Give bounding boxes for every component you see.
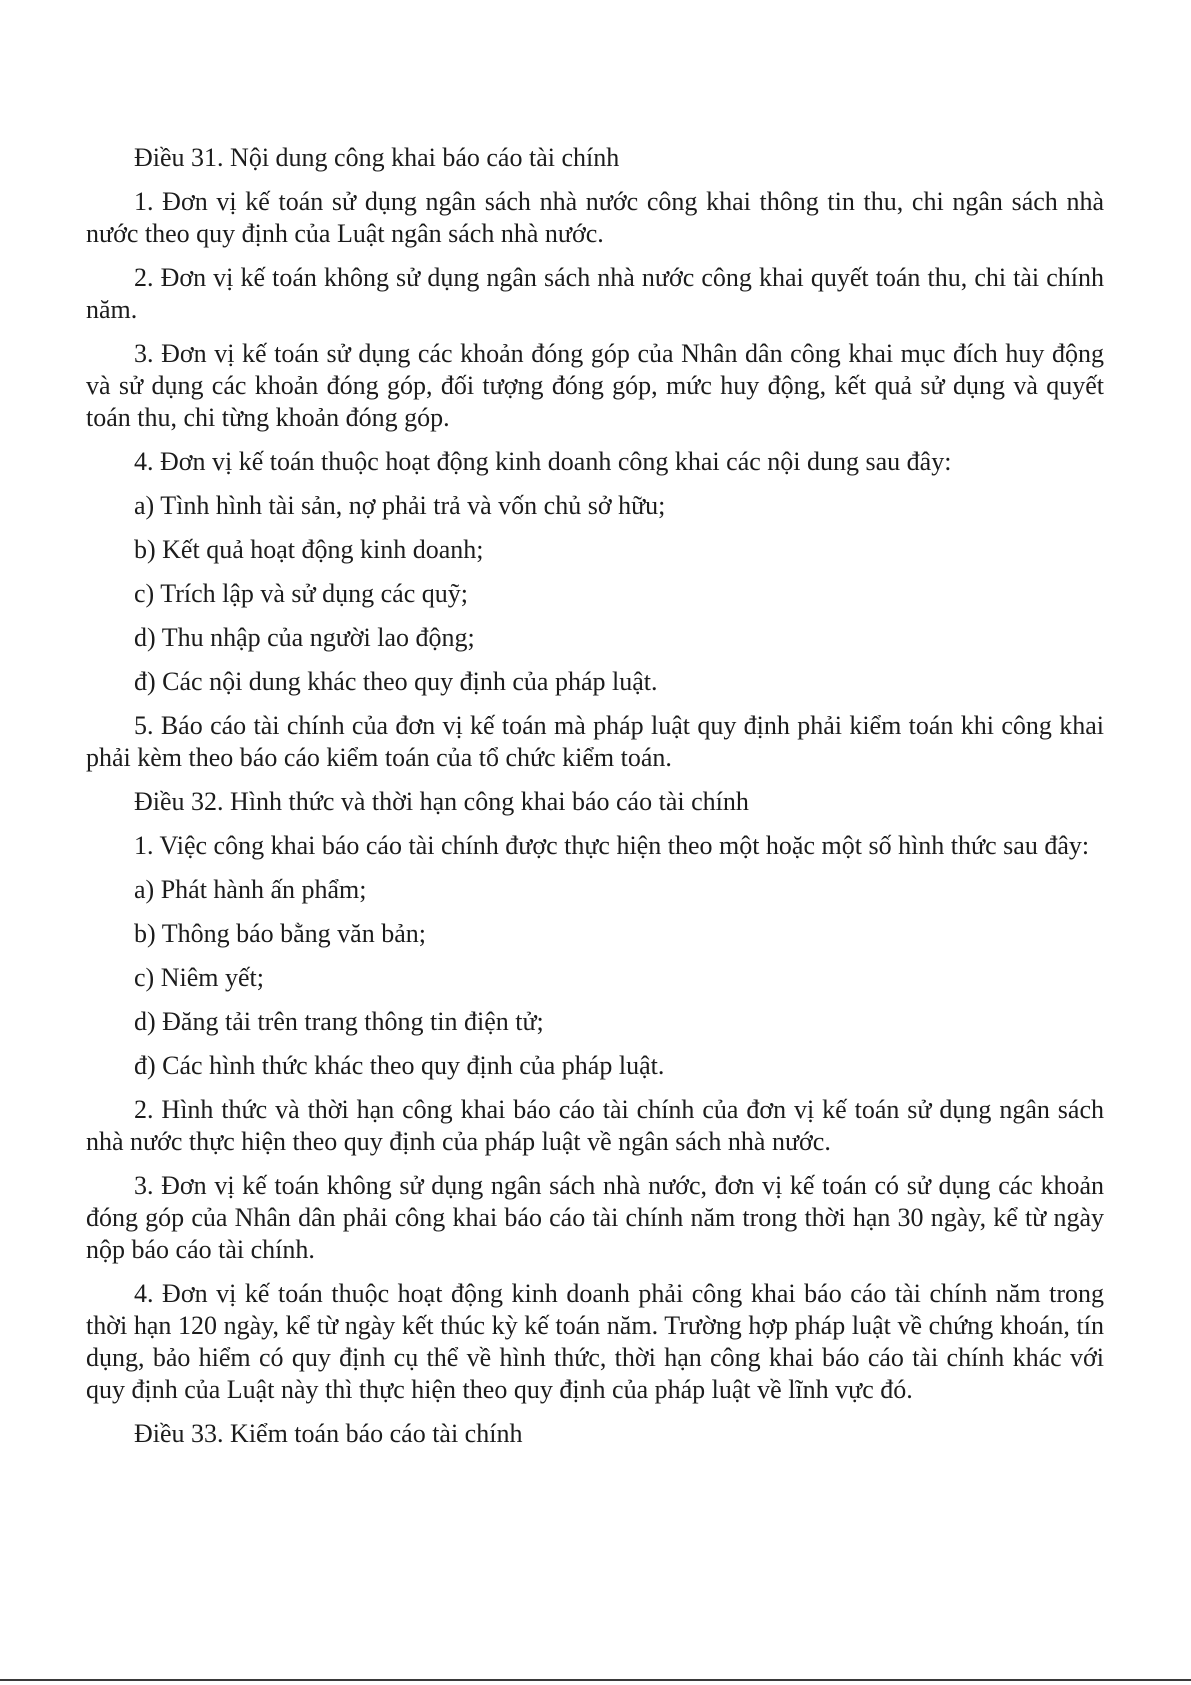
- document-body: [86, 142, 1104, 1462]
- article-32-paragraph-3: 3. Đơn vị kế toán không sử dụng ngân sách nhà nước, đơn vị kế toán có sử dụng các khoản đóng góp của Nhân dân phải công khai báo cáo tài chính năm trong thời hạn 30 ngày, kể từ ngày nộp báo cáo tài chính.: [86, 1171, 1104, 1264]
- article-31-item-b: b) Kết quả hoạt động kinh doanh;: [134, 535, 484, 564]
- article-32-paragraph-2: 2. Hình thức và thời hạn công khai báo cáo tài chính của đơn vị kế toán sử dụng ngân sách nhà nước thực hiện theo quy định của pháp luật về ngân sách nhà nước.: [86, 1095, 1104, 1156]
- article-32-item-dd: đ) Các hình thức khác theo quy định của pháp luật.: [134, 1051, 665, 1080]
- bottom-divider: [0, 1679, 1191, 1681]
- article-31-item-a: a) Tình hình tài sản, nợ phải trả và vốn chủ sở hữu;: [134, 491, 666, 520]
- article-31-paragraph-2: 2. Đơn vị kế toán không sử dụng ngân sách nhà nước công khai quyết toán thu, chi tài chính năm.: [86, 263, 1104, 324]
- article-31-paragraph-4: 4. Đơn vị kế toán thuộc hoạt động kinh doanh công khai các nội dung sau đây:: [134, 447, 952, 476]
- article-32-paragraph-1: 1. Việc công khai báo cáo tài chính được thực hiện theo một hoặc một số hình thức sau đây:: [134, 831, 1090, 860]
- article-32-item-b: b) Thông báo bằng văn bản;: [134, 919, 426, 948]
- article-31-item-c: c) Trích lập và sử dụng các quỹ;: [134, 579, 468, 608]
- article-32-item-d: d) Đăng tải trên trang thông tin điện tử;: [134, 1007, 544, 1036]
- article-31-item-d: d) Thu nhập của người lao động;: [134, 623, 475, 652]
- article-32-item-a: a) Phát hành ấn phẩm;: [134, 875, 367, 904]
- article-31-paragraph-5: 5. Báo cáo tài chính của đơn vị kế toán mà pháp luật quy định phải kiểm toán khi công khai phải kèm theo báo cáo kiểm toán của tổ chức kiểm toán.: [86, 711, 1104, 772]
- article-33-title: Điều 33. Kiểm toán báo cáo tài chính: [134, 1419, 523, 1448]
- article-32-paragraph-4: 4. Đơn vị kế toán thuộc hoạt động kinh doanh phải công khai báo cáo tài chính năm trong thời hạn 120 ngày, kể từ ngày kết thúc kỳ kế toán năm. Trường hợp pháp luật về chứng khoán, tín dụng, bảo hiểm có quy định cụ thể về hình thức, thời hạn công khai báo cáo tài chính khác với quy định của Luật này thì thực hiện theo quy định của pháp luật về lĩnh vực đó.: [86, 1279, 1104, 1404]
- article-32-item-c: c) Niêm yết;: [134, 963, 264, 992]
- article-31-item-dd: đ) Các nội dung khác theo quy định của pháp luật.: [134, 667, 658, 696]
- article-32-title: Điều 32. Hình thức và thời hạn công khai báo cáo tài chính: [134, 787, 749, 816]
- article-31-paragraph-1: 1. Đơn vị kế toán sử dụng ngân sách nhà nước công khai thông tin thu, chi ngân sách nhà nước theo quy định của Luật ngân sách nhà nước.: [86, 187, 1104, 248]
- article-31-paragraph-3: 3. Đơn vị kế toán sử dụng các khoản đóng góp của Nhân dân công khai mục đích huy động và sử dụng các khoản đóng góp, đối tượng đóng góp, mức huy động, kết quả sử dụng và quyết toán thu, chi từng khoản đóng góp.: [86, 339, 1104, 432]
- article-31-title: Điều 31. Nội dung công khai báo cáo tài chính: [134, 143, 620, 172]
